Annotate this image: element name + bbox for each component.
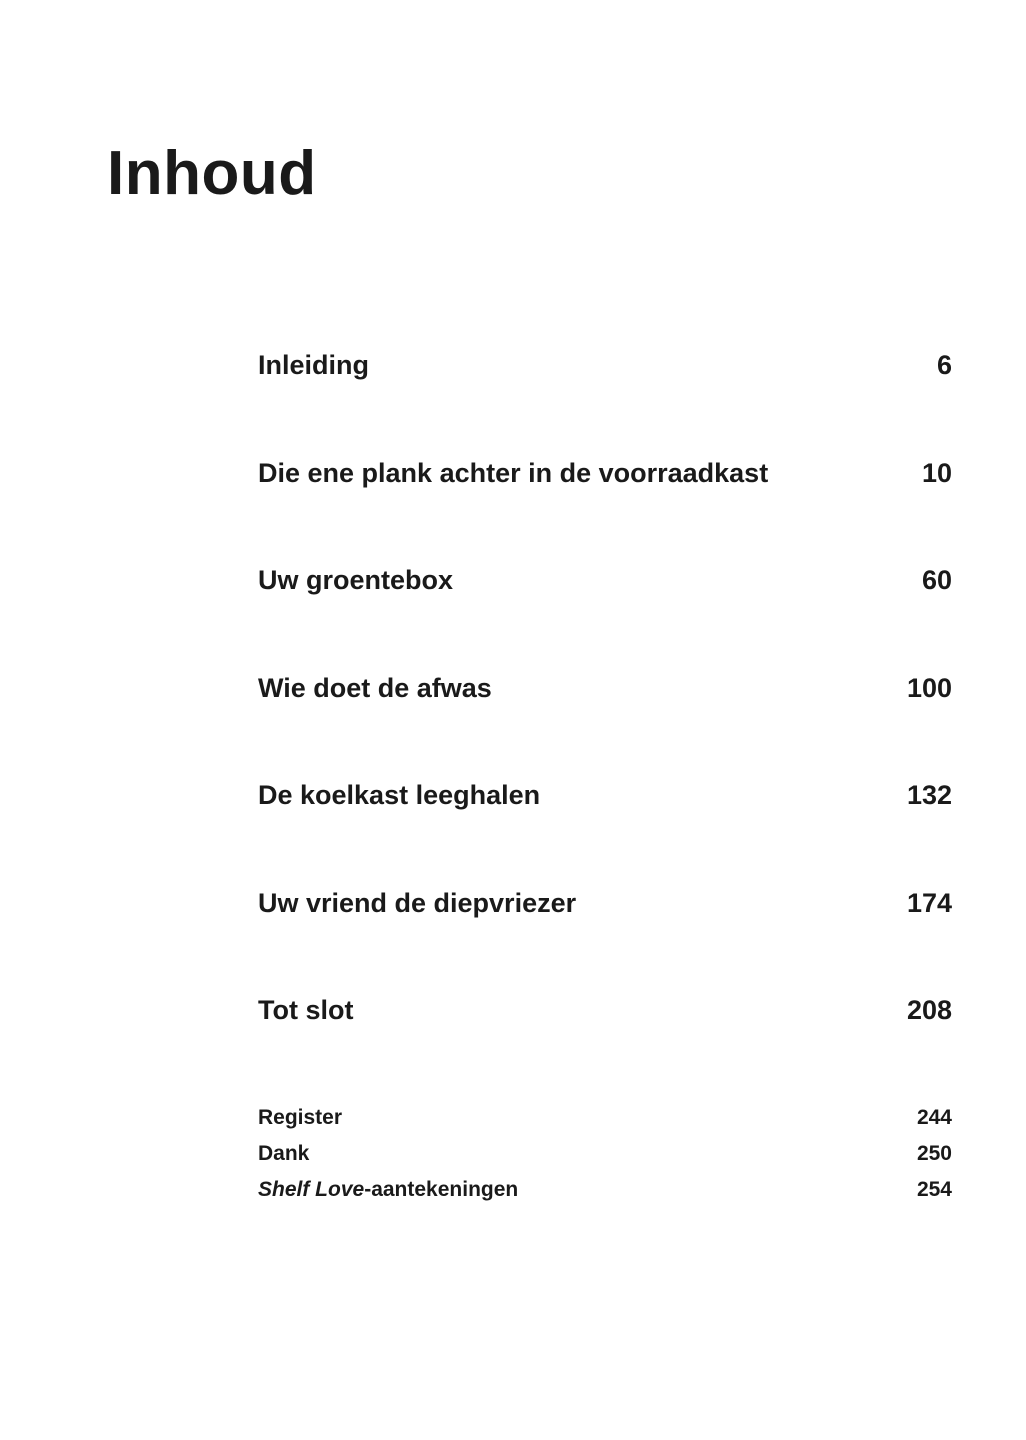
- toc-entry-tot-slot[interactable]: [258, 988, 952, 1096]
- table-of-contents: [258, 343, 952, 1096]
- page-title: Inhoud: [107, 139, 317, 208]
- toc-entry-koelkast[interactable]: [258, 773, 952, 881]
- toc-entry-page: 174: [906, 887, 952, 918]
- toc-entry-label: Inleiding: [258, 350, 369, 380]
- label-suffix: -aantekeningen: [364, 1178, 519, 1201]
- back-matter-list: [258, 1103, 952, 1211]
- toc-entry-label: Uw vriend de diepvriezer: [258, 887, 577, 918]
- toc-entry-label: Uw groentebox: [258, 565, 454, 595]
- toc-entry-aantekeningen[interactable]: [258, 1175, 952, 1211]
- toc-entry-label: Register: [258, 1106, 343, 1129]
- toc-entry-register[interactable]: [258, 1103, 952, 1139]
- toc-entry-groentebox[interactable]: [258, 558, 952, 666]
- toc-entry-page: 254: [916, 1178, 952, 1201]
- toc-entry-label: Die ene plank achter in de voorraadkast: [258, 457, 769, 488]
- toc-entry-afwas[interactable]: [258, 666, 952, 774]
- toc-entry-page: 10: [921, 457, 952, 488]
- toc-entry-page: 208: [906, 995, 952, 1025]
- toc-entry-voorraadkast[interactable]: [258, 451, 952, 559]
- toc-entry-label: [258, 1175, 518, 1205]
- toc-entry-inleiding[interactable]: [258, 343, 952, 451]
- toc-entry-page: 244: [916, 1106, 952, 1129]
- book-title-italic: Shelf Love: [258, 1178, 365, 1201]
- toc-entry-label: Tot slot: [258, 995, 354, 1025]
- toc-entry-dank[interactable]: [258, 1139, 952, 1175]
- toc-entry-label: Wie doet de afwas: [258, 672, 492, 703]
- toc-entry-page: 60: [921, 565, 952, 595]
- toc-entry-page: 6: [936, 350, 952, 380]
- toc-entry-page: 250: [916, 1142, 952, 1165]
- toc-entry-diepvriezer[interactable]: [258, 881, 952, 989]
- toc-entry-page: 100: [906, 672, 952, 703]
- toc-entry-label: Dank: [258, 1142, 310, 1165]
- toc-entry-label: De koelkast leeghalen: [258, 780, 541, 810]
- toc-entry-page: 132: [906, 780, 952, 810]
